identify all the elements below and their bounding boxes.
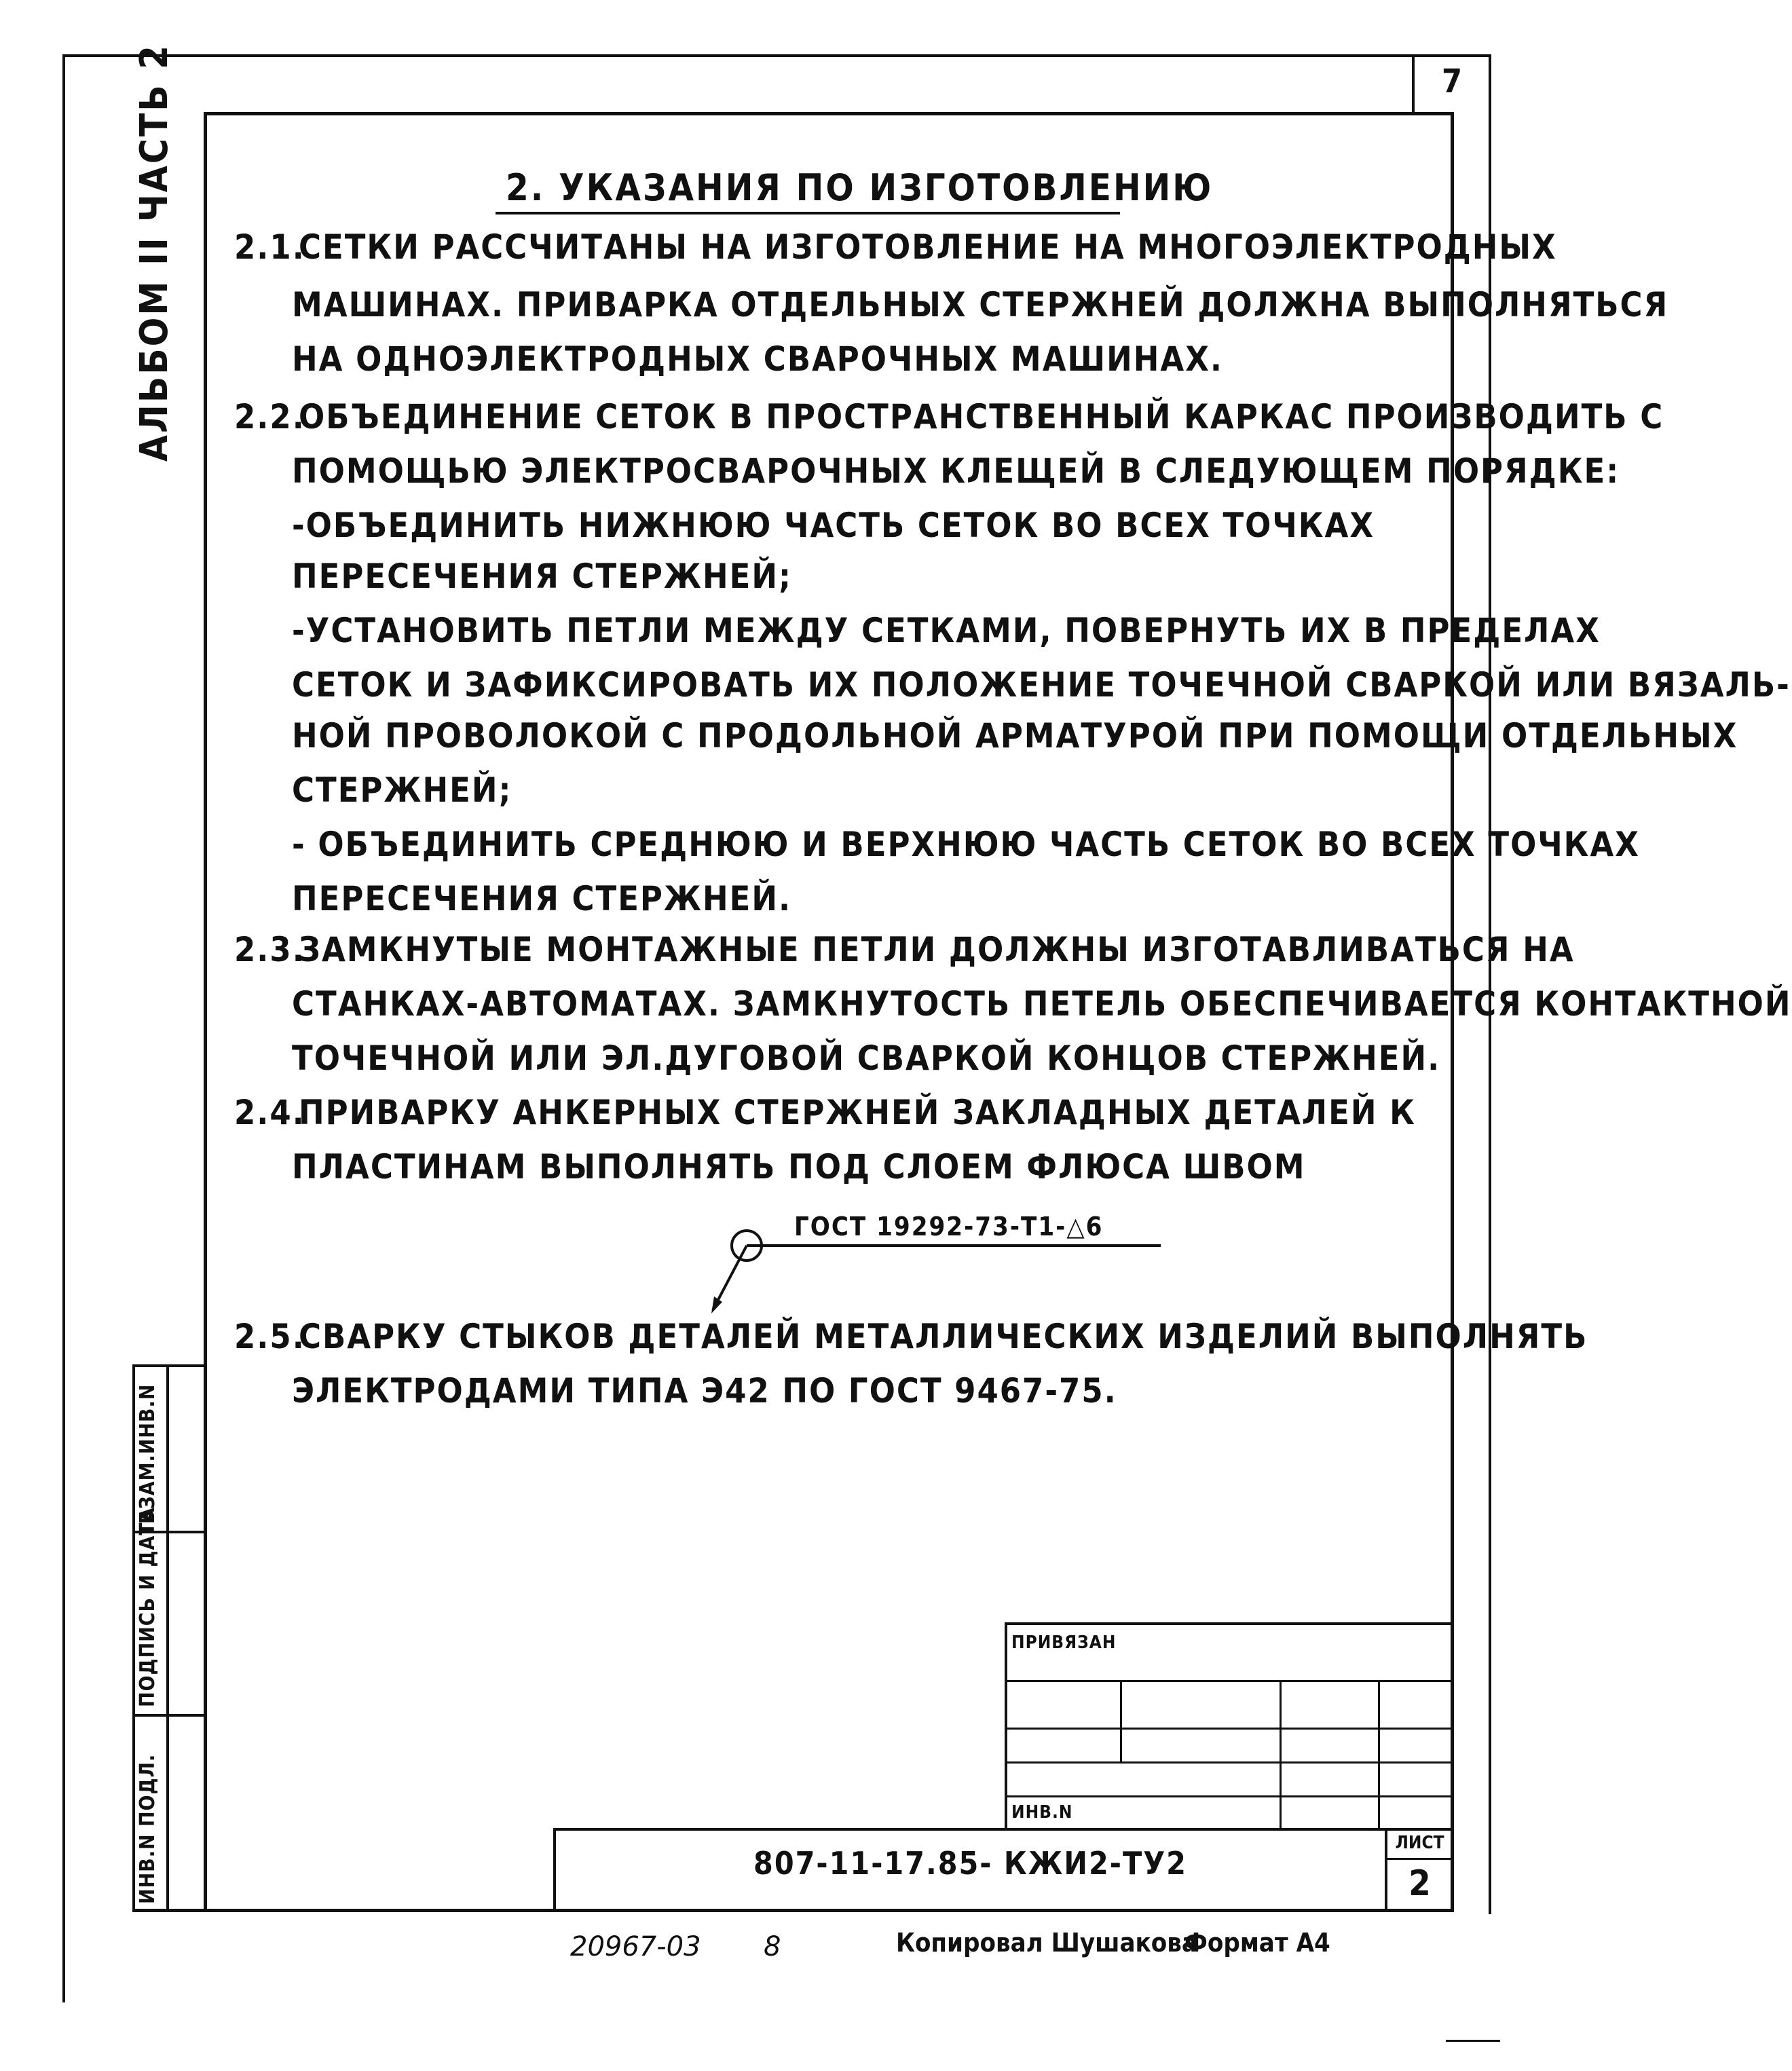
page-number: 7: [1441, 62, 1463, 100]
upper-stamp-row2: [1005, 1728, 1454, 1730]
stray-mark: [1446, 2040, 1500, 2042]
side-stamp-left: [132, 1364, 135, 1911]
p23-line1: ЗАМКНУТЫЕ МОНТАЖНЫЕ ПЕТЛИ ДОЛЖНЫ ИЗГОТАВЛИВАТЬСЯ НА: [299, 930, 1575, 969]
inner-frame-top: [204, 112, 1454, 115]
p22-line2: ПОМОЩЬЮ ЭЛЕКТРОСВАРОЧНЫХ КЛЕЩЕЙ В СЛЕДУЮЩЕМ ПОРЯДКЕ:: [292, 451, 1620, 491]
inv-n-label: ИНВ.N: [1011, 1802, 1073, 1823]
p24-number: 2.4.: [234, 1093, 305, 1132]
outer-frame-top: [62, 54, 1491, 57]
p23-number: 2.3.: [234, 930, 305, 969]
inv-podl-label: ИНВ.N ПОДЛ.: [136, 1753, 160, 1904]
p21-line2: МАШИНАХ. ПРИВАРКА ОТДЕЛЬНЫХ СТЕРЖНЕЙ ДОЛЖНА ВЫПОЛНЯТЬСЯ: [292, 285, 1669, 324]
upper-stamp-row4: [1005, 1795, 1454, 1797]
footer-format: Формат А4: [1184, 1928, 1330, 1958]
side-stamp-div2: [132, 1714, 207, 1717]
p22-line5: -УСТАНОВИТЬ ПЕТЛИ МЕЖДУ СЕТКАМИ, ПОВЕРНУТЬ ИХ В ПРЕДЕЛАХ: [292, 611, 1601, 650]
title-block-sheet-div: [1385, 1858, 1454, 1860]
upper-stamp-col3: [1378, 1680, 1380, 1829]
section-title-underline: [496, 212, 1120, 214]
privyazan-label: ПРИВЯЗАН: [1011, 1632, 1117, 1653]
weld-symbol-leader: [706, 1208, 1168, 1317]
album-label: АЛЬБОМ II ЧАСТЬ 2: [132, 43, 176, 462]
p22-line1: ОБЪЕДИНЕНИЕ СЕТОК В ПРОСТРАНСТВЕННЫЙ КАРКАС ПРОИЗВОДИТЬ С: [299, 397, 1664, 436]
p22-line8: СТЕРЖНЕЙ;: [292, 770, 512, 810]
p25-line2: ЭЛЕКТРОДАМИ ТИПА Э42 ПО ГОСТ 9467-75.: [292, 1371, 1117, 1411]
p21-number: 2.1.: [234, 227, 305, 267]
upper-stamp-top: [1005, 1622, 1454, 1625]
weld-symbol-text: ГОСТ 19292-73-Т1-△6: [794, 1212, 1104, 1242]
upper-stamp-row3: [1005, 1761, 1454, 1764]
p25-number: 2.5.: [234, 1317, 305, 1356]
inner-frame-bottom: [132, 1909, 1454, 1912]
section-title: 2. УКАЗАНИЯ ПО ИЗГОТОВЛЕНИЮ: [506, 166, 1214, 209]
p24-line2: ПЛАСТИНАМ ВЫПОЛНЯТЬ ПОД СЛОЕМ ФЛЮСА ШВОМ: [292, 1147, 1306, 1187]
outer-frame-left: [62, 54, 65, 2002]
footer-order-sheet: 8: [764, 1931, 781, 1962]
vzam-inv-label: ВЗАМ.ИНВ.N: [136, 1383, 160, 1524]
p23-line2: СТАНКАХ-АВТОМАТАХ. ЗАМКНУТОСТЬ ПЕТЕЛЬ ОБЕСПЕЧИВАЕТСЯ КОНТАКТНОЙ: [292, 984, 1792, 1024]
p22-line10: ПЕРЕСЕЧЕНИЯ СТЕРЖНЕЙ.: [292, 879, 792, 918]
title-block-top: [553, 1828, 1454, 1831]
document-code: 807-11-17.85- КЖИ2-ТУ2: [753, 1845, 1187, 1882]
p22-line9: - ОБЪЕДИНИТЬ СРЕДНЮЮ И ВЕРХНЮЮ ЧАСТЬ СЕТОК ВО ВСЕХ ТОЧКАХ: [292, 825, 1640, 864]
p21-line1: СЕТКИ РАССЧИТАНЫ НА ИЗГОТОВЛЕНИЕ НА МНОГОЭЛЕКТРОДНЫХ: [299, 227, 1557, 267]
p22-line6: СЕТОК И ЗАФИКСИРОВАТЬ ИХ ПОЛОЖЕНИЕ ТОЧЕЧНОЙ СВАРКОЙ ИЛИ ВЯЗАЛЬ-: [292, 665, 1791, 705]
p22-number: 2.2.: [234, 397, 305, 436]
inner-frame-left: [204, 112, 207, 1911]
sheet-label: ЛИСТ: [1395, 1833, 1444, 1853]
upper-stamp-col2: [1280, 1680, 1282, 1829]
p22-line7: НОЙ ПРОВОЛОКОЙ С ПРОДОЛЬНОЙ АРМАТУРОЙ ПРИ ПОМОЩИ ОТДЕЛЬНЫХ: [292, 716, 1738, 755]
p24-line1: ПРИВАРКУ АНКЕРНЫХ СТЕРЖНЕЙ ЗАКЛАДНЫХ ДЕТАЛЕЙ К: [299, 1093, 1416, 1132]
footer-order-number: 20967-03: [570, 1931, 701, 1962]
p23-line3: ТОЧЕЧНОЙ ИЛИ ЭЛ.ДУГОВОЙ СВАРКОЙ КОНЦОВ СТЕРЖНЕЙ.: [292, 1039, 1441, 1078]
side-stamp-mid: [166, 1364, 169, 1911]
p21-line3: НА ОДНОЭЛЕКТРОДНЫХ СВАРОЧНЫХ МАШИНАХ.: [292, 339, 1223, 379]
upper-stamp-col1: [1120, 1680, 1122, 1761]
podpis-data-label: ПОДПИСЬ И ДАТА: [136, 1507, 160, 1707]
upper-stamp-left: [1005, 1622, 1007, 1829]
p25-line1: СВАРКУ СТЫКОВ ДЕТАЛЕЙ МЕТАЛЛИЧЕСКИХ ИЗДЕЛИЙ ВЫПОЛНЯТЬ: [299, 1317, 1588, 1356]
sheet-number: 2: [1408, 1863, 1431, 1904]
upper-stamp-row1: [1005, 1680, 1454, 1682]
p22-line3: -ОБЪЕДИНИТЬ НИЖНЮЮ ЧАСТЬ СЕТОК ВО ВСЕХ ТОЧКАХ: [292, 506, 1375, 545]
side-stamp-top: [132, 1364, 207, 1367]
footer-copied: Копировал Шушакова: [896, 1928, 1197, 1958]
p22-line4: ПЕРЕСЕЧЕНИЯ СТЕРЖНЕЙ;: [292, 557, 792, 596]
